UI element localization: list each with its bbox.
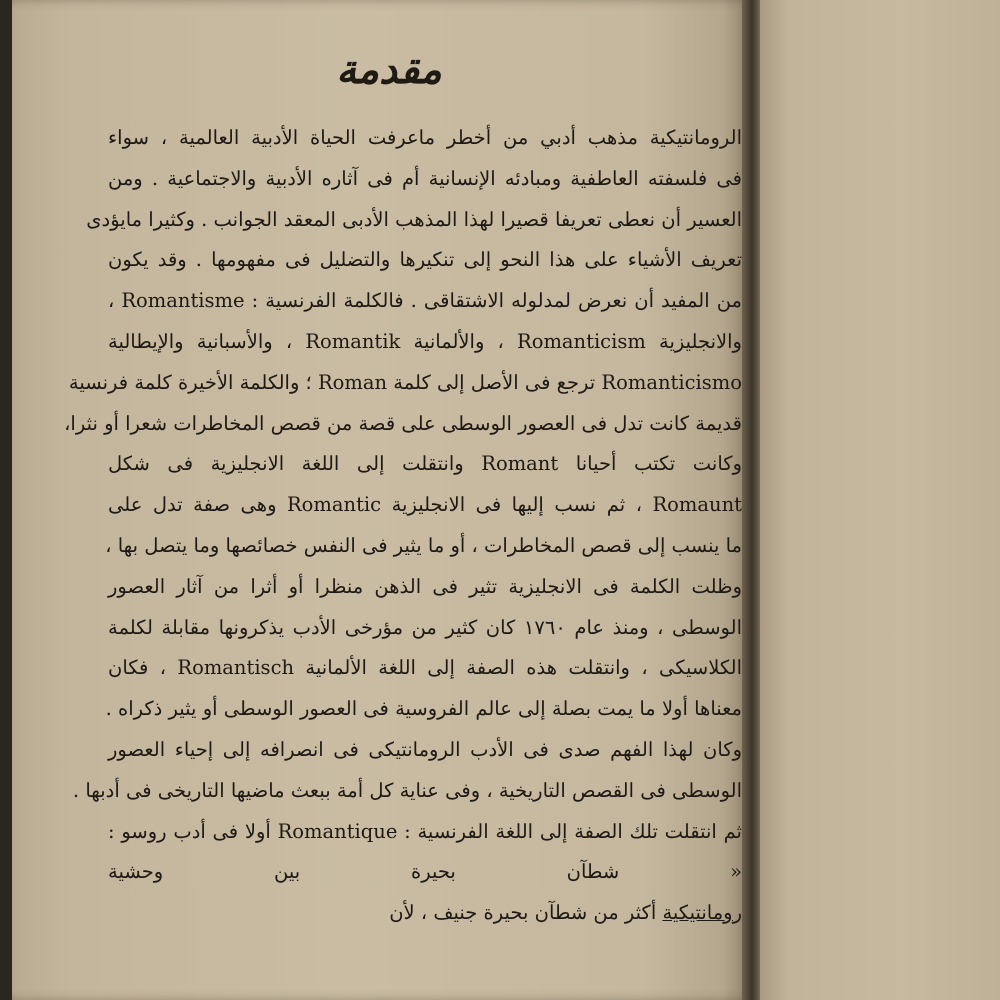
text-line-11: ما ينسب إلى قصص المخاطرات ، أو ما يثير فى النفس خصائصها وما يتصل بها ،	[105, 533, 742, 557]
text-line-13: الوسطى ، ومنذ عام ١٧٦٠ كان كثير من مؤرخى الأدب يذكرونها مقابلة لكلمة	[108, 615, 742, 639]
text-line-14: الكلاسيكى ، وانتقلت هذه الصفة إلى اللغة الألمانية Romantisch ، فكان	[108, 656, 743, 680]
text-line-17: الوسطى فى القصص التاريخية ، وفى عناية كل أمة ببعث ماضيها التاريخى فى أدبها .	[72, 778, 742, 802]
text-line-2: فى فلسفته العاطفية ومبادئه الإنسانية أم فى آثاره الأدبية والاجتماعية . ومن	[108, 166, 742, 190]
text-line-15: معناها أولا ما يمت بصلة إلى عالم الفروسية فى العصور الوسطى أو يثير ذكراه .	[105, 697, 742, 721]
text-line-16: وكان لهذا الفهم صدى فى الأدب الرومانتيكى فى انصرافه إلى إحياء العصور	[108, 737, 742, 761]
text-line-4: تعريف الأشياء على هذا النحو إلى تنكيرها والتضليل فى مفهومها . وقد يكون	[108, 248, 742, 272]
text-line-1: الرومانتيكية مذهب أدبي من أخطر ماعرفت الحياة الأدبية العالمية ، سواء	[108, 126, 742, 149]
text-line-12: وظلت الكلمة فى الانجليزية تثير فى الذهن منظرا أو أثرا من آثار العصور	[108, 574, 742, 598]
text-line-20	[108, 893, 742, 934]
left-page	[12, 0, 752, 1000]
last-line-rest: أكثر من شطآن بحيرة جنيف ، لأن	[389, 901, 663, 925]
text-line-8: قديمة كانت تدل فى العصور الوسطى على قصة من قصص المخاطرات شعرا أو نثرا،	[64, 411, 742, 435]
text-line-7: Romanticismo ترجع فى الأصل إلى كلمة Roman ؛ والكلمة الأخيرة كلمة فرنسية	[68, 370, 742, 394]
text-line-19: « شطآن بحيرة بين وحشية	[108, 860, 742, 884]
page-title: مقدمة	[336, 46, 442, 93]
text-line-18: ثم انتقلت تلك الصفة إلى اللغة الفرنسية : Romantique أولا فى أدب روسو :	[108, 819, 742, 843]
text-line-3: العسير أن نعطى تعريفا قصيرا لهذا المذهب الأدبى المعقد الجوانب . وكثيرا مايؤدى	[86, 207, 742, 231]
underlined-word: رومانتيكية	[662, 901, 742, 925]
text-line-5: من المفيد أن نعرض لمدلوله الاشتقاقى . فالكلمة الفرنسية : Romantisme ،	[108, 289, 743, 313]
body-text	[64, 118, 743, 934]
text-line-6: والانجليزية Romanticism ، والألمانية Romantik ، والأسبانية والإيطالية	[108, 329, 742, 353]
right-page-blank	[760, 0, 1000, 1000]
text-line-10: Romaunt ، ثم نسب إليها فى الانجليزية Romantic وهى صفة تدل على	[108, 493, 742, 517]
text-line-9: وكانت تكتب أحيانا Romant وانتقلت إلى اللغة الانجليزية فى شكل	[108, 452, 742, 476]
